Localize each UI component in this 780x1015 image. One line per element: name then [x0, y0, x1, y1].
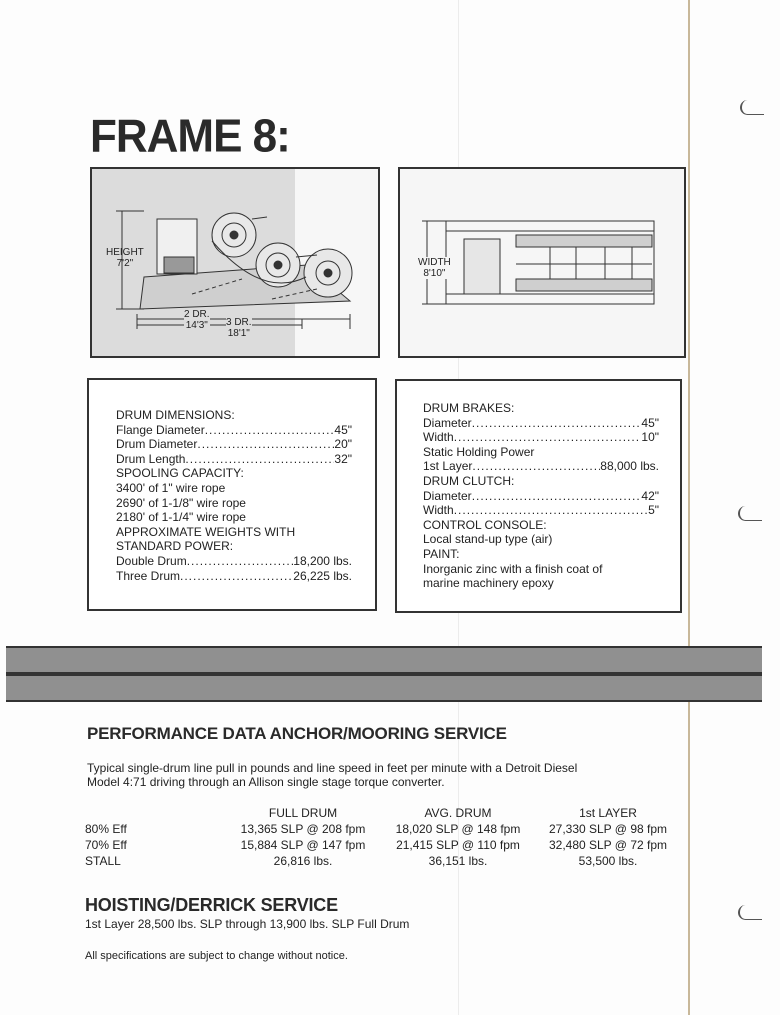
drum-length-row: Drum Length ..... 32" [116, 452, 352, 467]
performance-description-2: Model 4:71 driving through an Allison single stage torque converter. [87, 775, 445, 789]
drum-diameter-row: Drum Diameter ..... 20" [116, 437, 352, 452]
rope-line: 2180' of 1-1/4" wire rope [116, 510, 246, 525]
drum-dimensions-heading: DRUM DIMENSIONS: [116, 408, 235, 422]
table-row: 70% Eff 15,884 SLP @ 147 fpm 21,415 SLP @ 110 fpm 32,480 SLP @ 72 fpm [85, 838, 668, 852]
two-drum-value: 14'3" [185, 320, 208, 331]
col-first-layer: 1st LAYER [579, 806, 637, 820]
performance-heading: PERFORMANCE DATA ANCHOR/MOORING SERVICE [87, 724, 507, 743]
static-holding-power: Static Holding Power [423, 444, 535, 459]
paint-line: marine machinery epoxy [423, 576, 554, 591]
height-value: 7'2" [116, 258, 134, 269]
divider-band [6, 674, 762, 702]
control-console-heading: CONTROL CONSOLE: [423, 517, 547, 532]
page-title: FRAME 8: [90, 110, 290, 163]
col-avg-drum: AVG. DRUM [424, 806, 492, 820]
width-label: WIDTH [418, 257, 451, 268]
first-layer-row: 1st Layer ..... 88,000 lbs. [423, 459, 659, 474]
rope-line: 3400' of 1" wire rope [116, 480, 226, 495]
performance-description: Typical single-drum line pull in pounds and line speed in feet per minute with a Detroit Diesel [87, 761, 578, 775]
col-full-drum: FULL DRUM [268, 806, 338, 820]
height-label: HEIGHT [106, 247, 144, 258]
weights-heading-2: STANDARD POWER: [116, 539, 234, 554]
binder-hole-mark [738, 506, 762, 521]
table-row: 80% Eff 13,365 SLP @ 208 fpm 18,020 SLP @ 148 fpm 27,330 SLP @ 98 fpm [85, 822, 668, 836]
brake-diameter-row: Diameter ..... 45" [423, 416, 659, 431]
two-drum-label: 2 DR. [184, 309, 210, 320]
top-view-figure [398, 167, 686, 358]
hoisting-text: 1st Layer 28,500 lbs. SLP through 13,900 lbs. SLP Full Drum [85, 917, 410, 931]
binder-hole-mark [738, 905, 762, 920]
disclaimer: All specifications are subject to change without notice. [85, 950, 348, 962]
hoisting-heading: HOISTING/DERRICK SERVICE [85, 895, 338, 915]
clutch-width-row: Width ..... 5" [423, 503, 659, 518]
rope-line: 2690' of 1-1/8" wire rope [116, 495, 246, 510]
table-row: STALL 26,816 lbs. 36,151 lbs. 53,500 lbs. [85, 854, 638, 868]
three-drum-value: 18'1" [227, 328, 250, 339]
width-value: 8'10" [423, 268, 446, 279]
side-elevation-figure [90, 167, 380, 358]
weights-heading: APPROXIMATE WEIGHTS WITH [116, 524, 296, 539]
paint-line: Inorganic zinc with a finish coat of [423, 561, 603, 576]
drum-specs-box [87, 378, 377, 611]
page-edge-line [688, 0, 690, 1015]
divider-band [6, 646, 762, 674]
performance-table [85, 805, 683, 869]
clutch-diameter-row: Diameter ..... 42" [423, 489, 659, 504]
three-drum-label: 3 DR. [226, 317, 252, 328]
drum-clutch-heading: DRUM CLUTCH: [423, 473, 515, 488]
drum-brakes-heading: DRUM BRAKES: [423, 401, 515, 415]
double-drum-row: Double Drum ..... 18,200 lbs. [116, 554, 352, 569]
control-console-value: Local stand-up type (air) [423, 532, 553, 547]
flange-diameter-row: Flange Diameter ..... 45" [116, 423, 352, 438]
brake-width-row: Width ..... 10" [423, 430, 659, 445]
paint-heading: PAINT: [423, 546, 460, 561]
three-drum-row: Three Drum ..... 26,225 lbs. [116, 569, 352, 584]
binder-hole-mark [740, 100, 764, 115]
brake-clutch-specs-box [395, 379, 682, 613]
spooling-heading: SPOOLING CAPACITY: [116, 466, 244, 481]
